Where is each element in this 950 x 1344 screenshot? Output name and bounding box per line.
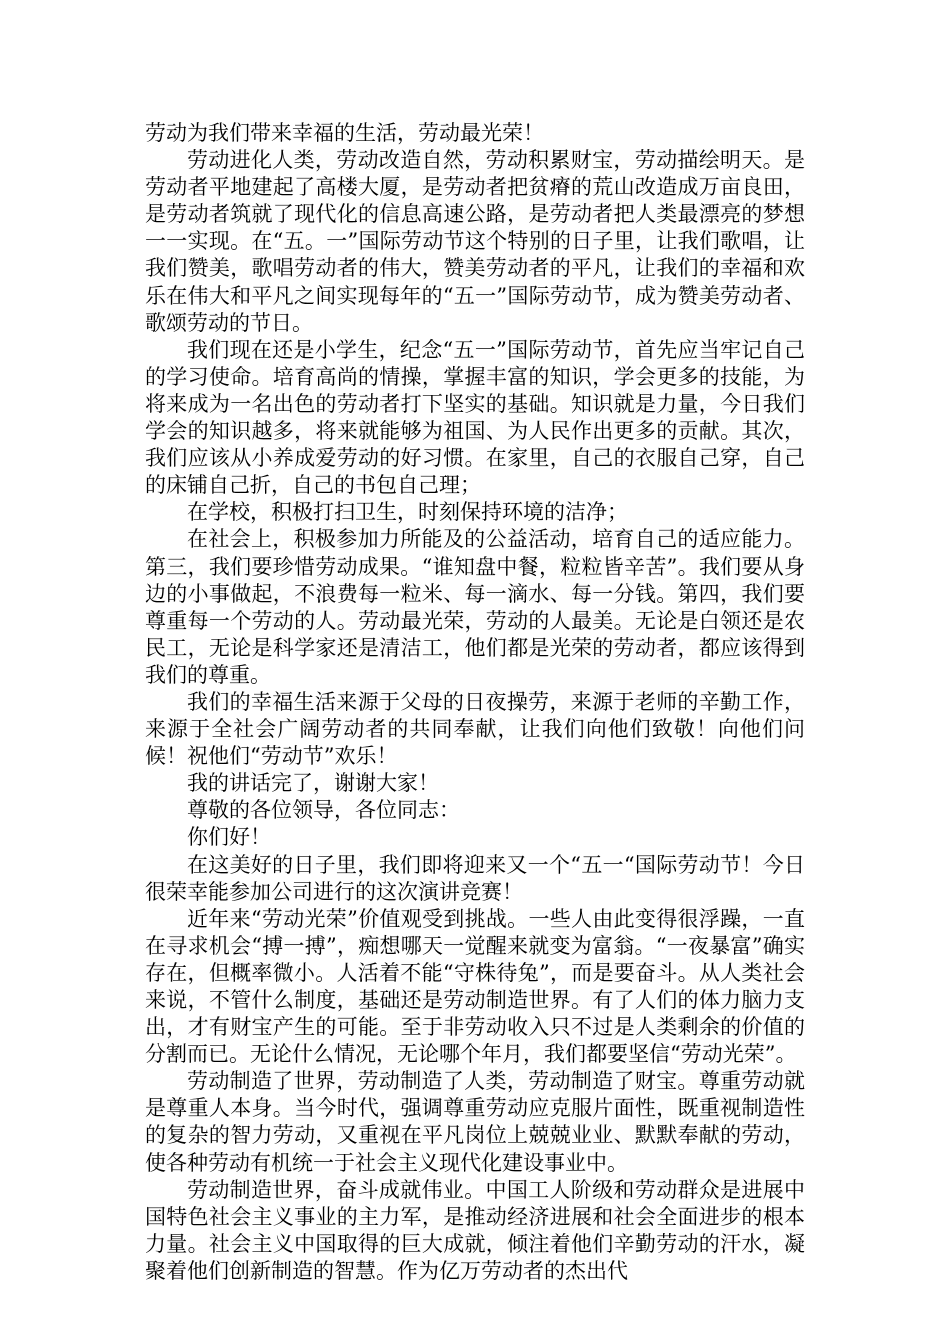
paragraph-11: 近年来“劳动光荣”价值观受到挑战。一些人由此变得很浮躁，一直在寻求机会“搏一搏”，痴想哪天一觉醒来就变为富翁。“一夜暴富”确实存在，但概率微小。人活着不能“守株待兔”，而是要奋斗。从人类社会来说，不管什么制度，基础还是劳动制造世界。有了人们的体力脑力支出，才有财宝产生的可能。至于非劳动收入只不过是人类剩余的价值的分割而已。无论什么情况，无论哪个年月，我们都要坚信“劳动光荣”。	[145, 906, 805, 1067]
paragraph-7: 我的讲话完了，谢谢大家！	[187, 771, 439, 796]
paragraph-5: 在社会上，积极参加力所能及的公益活动，培育自己的适应能力。第三，我们要珍惜劳动成果。“谁知盘中餐，粒粒皆辛苦”。我们要从身边的小事做起，不浪费每一粒米、每一滴水、每一分钱。第四，我们要尊重每一个劳动的人。劳动最光荣，劳动的人最美。无论是白领还是农民工，无论是科学家还是清洁工，他们都是光荣的劳动者，都应该得到我们的尊重。	[145, 527, 805, 687]
paragraph-10: 在这美好的日子里，我们即将迎来又一个“五一“国际劳动节！今日很荣幸能参加公司进行的这次演讲竞赛！	[145, 852, 805, 904]
paragraph-3: 我们现在还是小学生，纪念“五一”国际劳动节，首先应当牢记自己的学习使命。培育高尚的情操，掌握丰富的知识，学会更多的技能，为将来成为一名出色的劳动者打下坚实的基础。知识就是力量，今日我们学会的知识越多，将来就能够为祖国、为人民作出更多的贡献。其次，我们应该从小养成爱劳动的好习惯。在家里，自己的衣服自己穿，自己的床铺自己折，自己的书包自己理；	[145, 337, 805, 498]
paragraph-9: 你们好！	[187, 825, 271, 850]
paragraph-12: 劳动制造了世界，劳动制造了人类，劳动制造了财宝。尊重劳动就是尊重人本身。当今时代，强调尊重劳动应克服片面性，既重视制造性的复杂的智力劳动，又重视在平凡岗位上兢兢业业、默默奉献的劳动，使各种劳动有机统一于社会主义现代化建设事业中。	[145, 1069, 805, 1175]
paragraph-1: 劳动为我们带来幸福的生活，劳动最光荣！	[145, 121, 544, 145]
paragraph-6: 我们的幸福生活来源于父母的日夜操劳，来源于老师的辛勤工作，来源于全社会广阔劳动者的共同奉献，让我们向他们致敬！向他们问候！祝他们“劳动节”欢乐！	[145, 689, 805, 769]
paragraph-13: 劳动制造世界，奋斗成就伟业。中国工人阶级和劳动群众是进展中国特色社会主义事业的主力军，是推动经济进展和社会全面进步的根本力量。社会主义中国取得的巨大成就，倾注着他们辛勤劳动的汗水，凝聚着他们创新制造的智慧。作为亿万劳动者的杰出代	[145, 1177, 805, 1283]
paragraph-4: 在学校，积极打扫卫生，时刻保持环境的洁净；	[187, 500, 628, 525]
document-body	[145, 120, 805, 1285]
paragraph-2: 劳动进化人类，劳动改造自然，劳动积累财宝，劳动描绘明天。是劳动者平地建起了高楼大厦，是劳动者把贫瘠的荒山改造成万亩良田，是劳动者筑就了现代化的信息高速公路，是劳动者把人类最漂亮的梦想一一实现。在“五。一”国际劳动节这个特别的日子里，让我们歌唱，让我们赞美，歌唱劳动者的伟大，赞美劳动者的平凡，让我们的幸福和欢乐在伟大和平凡之间实现每年的“五一”国际劳动节，成为赞美劳动者、歌颂劳动的节日。	[145, 148, 805, 335]
paragraph-8: 尊敬的各位领导，各位同志：	[187, 798, 460, 823]
